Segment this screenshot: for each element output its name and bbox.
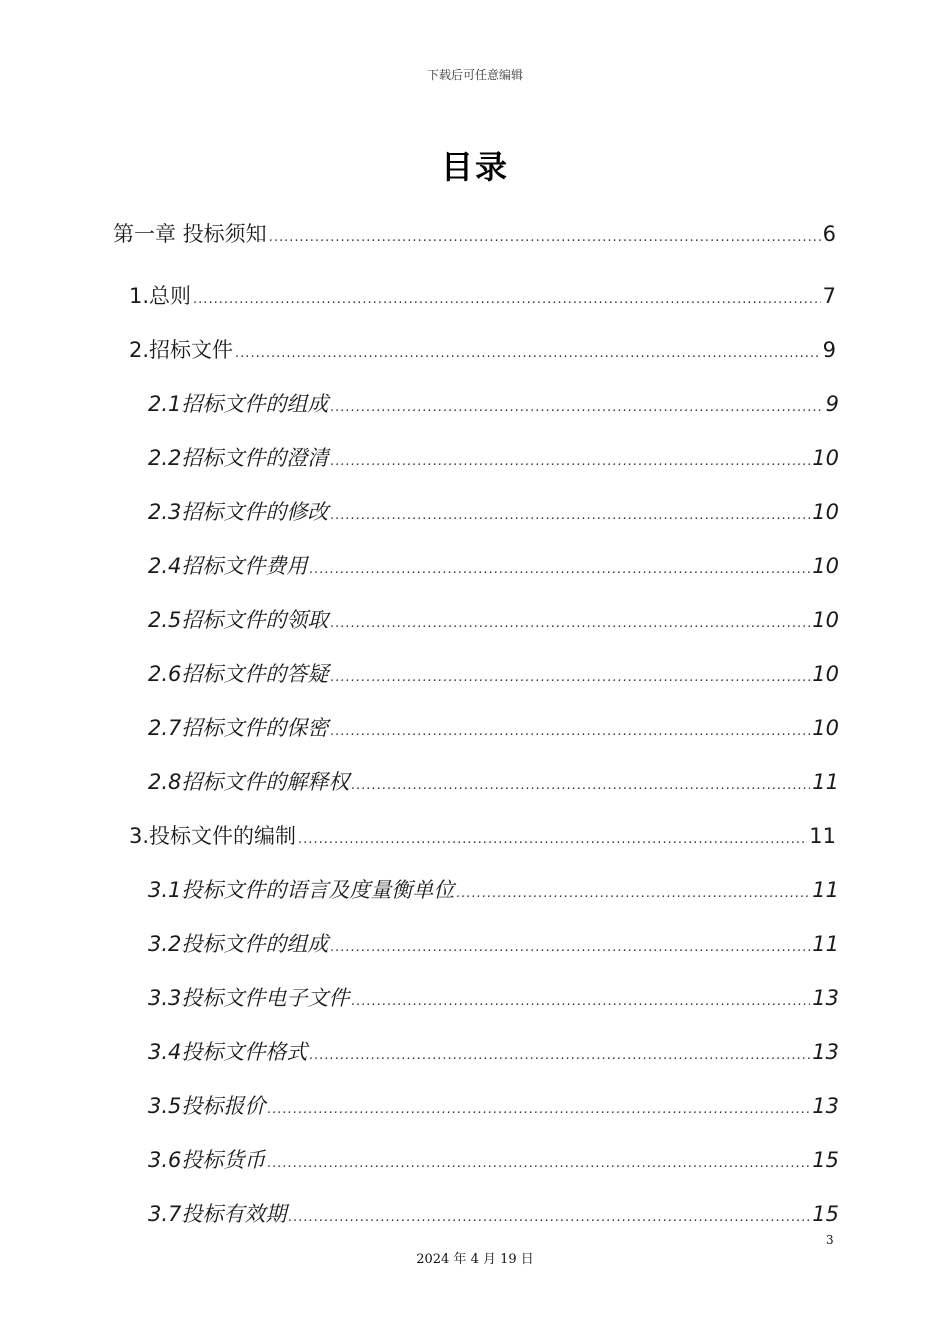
toc-entry[interactable] <box>0 1140 950 1194</box>
page-title: 目录 <box>440 148 509 186</box>
toc-entry-page: 13 <box>812 1094 839 1118</box>
toc-entry-label: 3.投标文件的编制 <box>129 824 297 848</box>
toc-entry[interactable] <box>0 978 950 1032</box>
toc-entry-page: 10 <box>812 500 839 524</box>
toc-entry-page: 10 <box>812 662 839 686</box>
dot-leader <box>193 280 821 320</box>
dot-leader <box>351 982 810 1022</box>
dot-leader <box>330 604 810 644</box>
toc-entry[interactable] <box>0 870 950 924</box>
toc-entry[interactable] <box>0 1194 950 1248</box>
toc-entry[interactable] <box>0 924 950 978</box>
dot-leader <box>330 388 823 428</box>
toc-entry-label: 3.7投标有效期 <box>148 1202 287 1226</box>
toc-entry-page: 15 <box>812 1202 839 1226</box>
toc-entry[interactable] <box>0 762 950 816</box>
toc-entry-label: 3.6投标货币 <box>148 1148 266 1172</box>
toc-entry-page: 11 <box>809 824 836 848</box>
toc-entry[interactable] <box>0 276 950 330</box>
dot-leader <box>309 1036 810 1076</box>
toc-entry-label: 3.3投标文件电子文件 <box>148 986 350 1010</box>
toc-entry-label: 2.5招标文件的领取 <box>148 608 329 632</box>
toc-entry[interactable] <box>0 600 950 654</box>
toc-entry-page: 10 <box>812 446 839 470</box>
toc-entry-page: 11 <box>812 932 839 956</box>
toc-entry-label: 2.招标文件 <box>129 338 234 362</box>
table-of-contents <box>0 214 950 1248</box>
toc-entry-label: 2.7招标文件的保密 <box>148 716 329 740</box>
toc-entry[interactable] <box>0 330 950 384</box>
toc-entry-label: 1.总则 <box>129 284 192 308</box>
toc-entry-page: 9 <box>825 392 839 416</box>
dot-leader <box>267 1144 810 1184</box>
dot-leader <box>351 766 810 806</box>
toc-entry[interactable] <box>0 546 950 600</box>
toc-entry[interactable] <box>0 1086 950 1140</box>
dot-leader <box>267 1090 810 1130</box>
dot-leader <box>288 1198 810 1238</box>
toc-entry-page: 10 <box>812 608 839 632</box>
toc-entry[interactable] <box>0 214 950 268</box>
toc-entry-label: 3.2投标文件的组成 <box>148 932 329 956</box>
footer-date: 2024 年 4 月 19 日 <box>416 1252 534 1267</box>
dot-leader <box>330 658 810 698</box>
toc-entry-label: 第一章 投标须知 <box>113 222 267 246</box>
dot-leader <box>309 550 810 590</box>
toc-entry-label: 3.5投标报价 <box>148 1094 266 1118</box>
toc-entry-label: 3.4投标文件格式 <box>148 1040 308 1064</box>
toc-entry-label: 2.4招标文件费用 <box>148 554 308 578</box>
toc-entry-page: 15 <box>812 1148 839 1172</box>
toc-entry-page: 11 <box>812 878 839 902</box>
toc-entry-page: 13 <box>812 986 839 1010</box>
toc-entry[interactable] <box>0 1032 950 1086</box>
dot-leader <box>330 442 810 482</box>
toc-entry-page: 13 <box>812 1040 839 1064</box>
toc-entry[interactable] <box>0 492 950 546</box>
dot-leader <box>269 218 821 258</box>
toc-entry[interactable] <box>0 384 950 438</box>
page-number: 3 <box>826 1233 834 1247</box>
dot-leader <box>456 874 810 914</box>
dot-leader <box>330 496 810 536</box>
toc-entry-label: 2.3招标文件的修改 <box>148 500 329 524</box>
toc-entry[interactable] <box>0 708 950 762</box>
dot-leader <box>330 712 810 752</box>
toc-entry[interactable] <box>0 816 950 870</box>
dot-leader <box>298 820 807 860</box>
toc-entry-page: 7 <box>822 284 836 308</box>
toc-entry-page: 11 <box>812 770 839 794</box>
toc-entry-label: 2.8招标文件的解释权 <box>148 770 350 794</box>
toc-entry-label: 2.1招标文件的组成 <box>148 392 329 416</box>
dot-leader <box>235 334 821 374</box>
toc-entry[interactable] <box>0 654 950 708</box>
page-header: 下载后可任意编辑 <box>426 68 523 82</box>
toc-entry-page: 10 <box>812 716 839 740</box>
toc-entry[interactable] <box>0 438 950 492</box>
dot-leader <box>330 928 810 968</box>
toc-entry-page: 9 <box>822 338 836 362</box>
toc-entry-label: 3.1投标文件的语言及度量衡单位 <box>148 878 455 902</box>
toc-entry-page: 6 <box>822 222 836 246</box>
toc-entry-label: 2.2招标文件的澄清 <box>148 446 329 470</box>
toc-entry-label: 2.6招标文件的答疑 <box>148 662 329 686</box>
toc-entry-page: 10 <box>812 554 839 578</box>
